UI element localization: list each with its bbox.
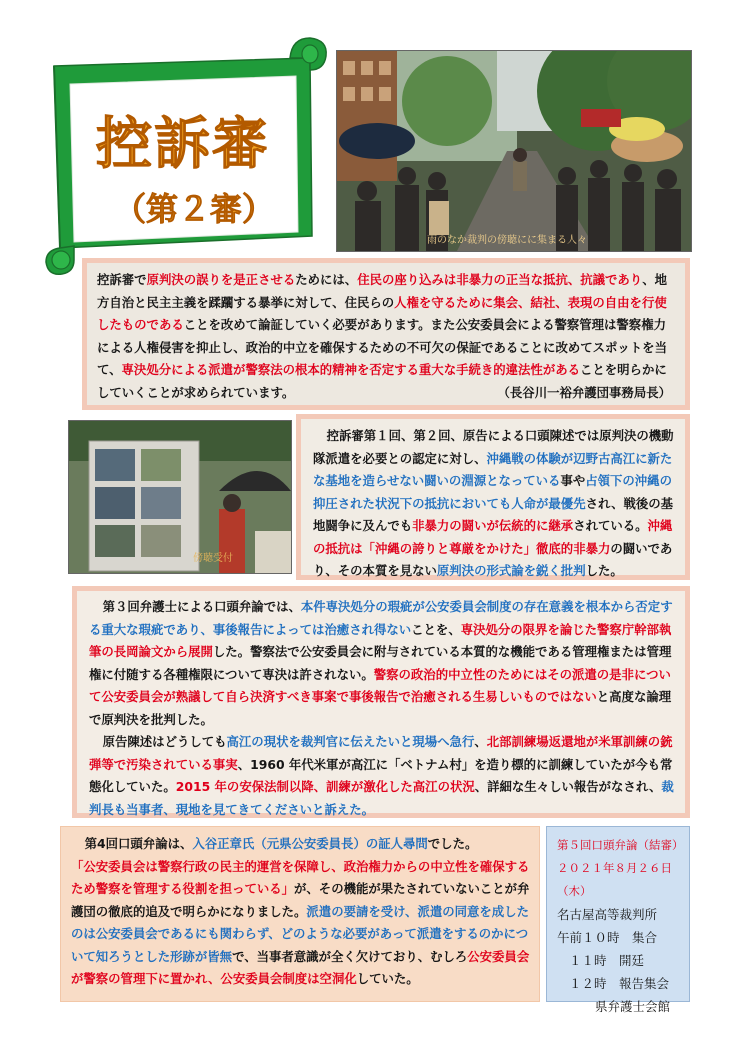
- text-run: されている。: [573, 518, 648, 533]
- rally-photo: [336, 50, 692, 252]
- text-run: 2015 年の安保法制以降、訓練が激化した高江の状況: [175, 779, 475, 794]
- text-run: 住民の座り込みは非暴力の正当な抵抗、抗議であり: [357, 272, 643, 287]
- first-second-hearing-text: [313, 425, 677, 583]
- text-run: 、1960 年代米軍が高江に「ベトナム村」を造り標的に訓練していたが今も常態化していた。: [89, 756, 673, 794]
- text-run: した。警察法で公安委員会に附与されている本質的な機能である管理権または管理権に付随する各種権限について専決は許されない。: [89, 644, 672, 682]
- text-run: ことを明らかにしていくことが求められています。: [97, 362, 667, 400]
- reception-photo-image: [69, 421, 291, 573]
- text-run: でした。: [427, 836, 478, 851]
- text-run: ことを、: [411, 621, 461, 637]
- text-run: 、地方自治と民主主義を蹂躙する暴挙に対して、住民らの: [97, 272, 667, 310]
- text-run: 控訴審第１回、第２回、原告による口頭陳述では原判決の機動隊派遣を必要との認定に対し、: [313, 428, 674, 466]
- text-run: 「公安委員会は警察行政の民主的運営を保障し、政治権力からの中立性を確保するため警察を管理する役割を担っている」: [71, 858, 530, 896]
- text-run: と高度な論理で原判決を批判した。: [89, 689, 672, 727]
- third-hearing-para2: [89, 731, 677, 821]
- text-run: ことを改めて論証していく必要があります。また公安委員会による警察管理は警察権力による人権侵害を抑止し、政治的中立を確保するための不可欠の保証であることに改めてスポットを当て、: [97, 317, 667, 377]
- appeal-goals-signature: （長谷川一裕弁護団事務局長）: [497, 385, 671, 400]
- text-run: 警察の政治的中立性のためにはその派遣の是非について公安委員会が熟議して自ら決済すべき事案で事後報告で治癒される生易しいものではない: [89, 666, 671, 704]
- text-run: 、: [474, 734, 487, 749]
- text-run: 占領下の沖縄の抑圧された状況下の抵抗においても人命が最優先: [313, 473, 672, 511]
- text-run: 専決処分の限界を論じた警察庁幹部執筆の長岡論文から展開: [89, 621, 672, 659]
- page-title: 控訴審: [96, 111, 270, 177]
- schedule-report: １２時 報告集会: [569, 976, 670, 991]
- schedule-court: 名古屋高等裁判所: [557, 907, 658, 922]
- reception-photo: [68, 420, 292, 574]
- text-run: 沖縄戦の体験が辺野古高江に新たな基地を造らせない闘いの淵源となっている: [313, 450, 673, 488]
- schedule-gather: 午前１０時 集合: [557, 930, 658, 945]
- text-run: 事や: [560, 473, 586, 488]
- text-run: 入谷正章氏（元県公安委員長）の証人尋問: [192, 836, 428, 851]
- text-run: 人権を守るために集会、結社、表現の自由を行使したものである: [97, 294, 667, 332]
- schedule-heading: 第５回口頭弁論（結審）: [557, 838, 684, 852]
- text-run: 、詳細な生々しい報告がなされ、: [474, 779, 662, 794]
- text-run: で、当事者意識が全く欠けており、むしろ: [232, 948, 468, 964]
- schedule-date: ２０２１年８月２６日（木）: [557, 861, 672, 898]
- text-run: が、その機能が果たされていないことが弁護団の徹底的追及で明らかになりました。: [71, 881, 530, 919]
- page-subtitle: （第２審）: [114, 190, 275, 228]
- schedule-venue: 県弁護士会館: [595, 999, 671, 1014]
- third-hearing-para1: [89, 596, 677, 731]
- fourth-hearing-box: [60, 826, 540, 1002]
- text-run: 第３回弁護士による口頭弁論では、: [102, 599, 301, 614]
- next-hearing-schedule: [546, 826, 690, 1014]
- text-run: の闘いであり、その本質を見ない: [313, 540, 673, 578]
- text-run: 沖縄の抵抗は「沖縄の誇りと尊厳をかけた」徹底的非暴力: [313, 518, 673, 556]
- rally-photo-caption: 雨のなか裁判の傍聴にに集まる人々: [427, 235, 587, 246]
- rally-photo-image: [337, 51, 691, 251]
- text-run: され、戦後の基地闘争に及んでも: [313, 495, 674, 533]
- text-run: 裁判長も当事者、現地を見てきてくださいと訴えた。: [89, 779, 674, 817]
- text-run: していた。: [356, 971, 419, 986]
- first-second-hearing-box: [296, 414, 690, 580]
- fourth-hearing-intro: [71, 833, 531, 856]
- text-run: 原判決の形式論を鋭く批判: [436, 563, 586, 578]
- text-run: 原判決の誤りを是正させる: [146, 272, 296, 287]
- text-run: した。: [585, 563, 623, 578]
- text-run: 第4回口頭弁論は、: [84, 836, 193, 851]
- text-run: ためには、: [295, 272, 358, 287]
- appeal-goals-box: [82, 258, 690, 410]
- text-run: 公安委員会が警察の管理下に置かれ、公安委員会制度は空洞化: [71, 948, 530, 986]
- fourth-hearing-text: [71, 856, 531, 991]
- text-run: 非暴力の闘いが伝統的に継承: [412, 518, 574, 533]
- text-run: 派遣の要請を受け、派遣の同意を成したのは公安委員会であるにも関わらず、どのような必要があって派遣をするのかについて知ろうとした形跡が皆無: [71, 903, 529, 964]
- text-run: 本件専決処分の瑕疵が公安委員会制度の存在意義を根本から否定する重大な瑕疵であり、事後報告によっては治癒され得ない: [89, 599, 673, 637]
- third-hearing-box: [72, 586, 690, 818]
- text-run: 北部訓練場返還地が米軍訓練の銃弾等で汚染されている事実: [89, 734, 673, 772]
- text-run: 高江の現状を裁判官に伝えたいと現場へ急行: [226, 734, 475, 749]
- reception-photo-caption: 傍聴受付: [193, 553, 233, 564]
- text-run: 専決処分による派遣が警察法の根本的精神を否定する重大な手続き的違法性がある: [121, 362, 580, 377]
- schedule-open: １１時 開廷: [569, 953, 645, 968]
- text-run: 控訴審で: [97, 272, 147, 287]
- text-run: 原告陳述はどうしても: [102, 734, 227, 749]
